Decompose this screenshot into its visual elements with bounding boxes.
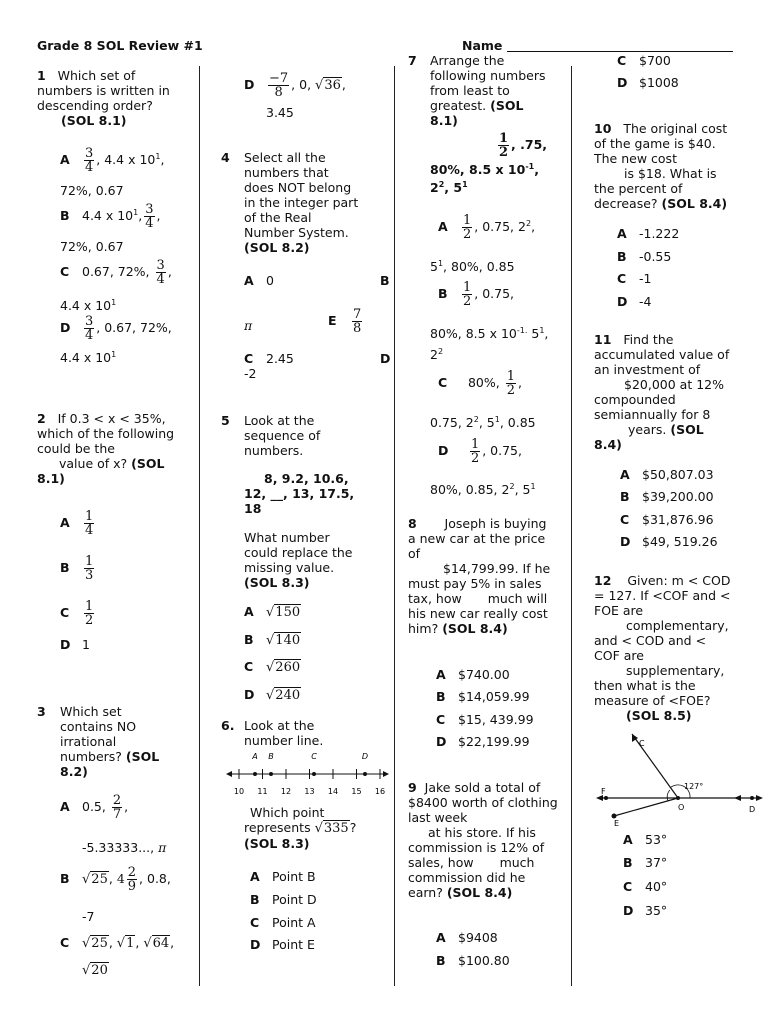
number-line-tick-label: 16 — [374, 787, 386, 796]
q3-option-c-line2: √20 — [82, 963, 108, 978]
question-2: 2 If 0.3 < x < 35%, which of the following could be the value of x? (SOL 8.1) — [37, 411, 175, 486]
q4-option-b-value: π — [244, 318, 253, 333]
angle-label: 127° — [684, 782, 704, 791]
q11-option-b[interactable]: B $39,200.00 — [620, 489, 714, 504]
q9-option-b[interactable]: B $100.80 — [436, 953, 510, 968]
q9-option-d[interactable]: D $1008 — [617, 75, 679, 90]
name-label: Name — [462, 38, 503, 53]
q6-option-d[interactable]: D Point E — [250, 937, 315, 952]
q8-option-c[interactable]: C $15, 439.99 — [436, 712, 534, 727]
question-8: 8 Joseph is buying a new car at the price of $14,799.99. If he must pay 5% in sales tax, how much will his new car really cost him? (SOL 8.4) — [408, 516, 551, 636]
q4-option-a[interactable]: A 0 — [244, 273, 274, 288]
q9-option-c[interactable]: C $700 — [617, 53, 671, 68]
number-line-tick-label: 11 — [257, 787, 268, 796]
q10-option-d[interactable]: D -4 — [617, 294, 652, 309]
question-7: 7 Arrange the following numbers from least to greatest. (SOL 8.1) — [408, 53, 546, 128]
column-divider-1 — [199, 66, 200, 986]
q2-option-a[interactable]: A $\frac{1}{4}$ — [60, 509, 94, 538]
point-d-label: D — [749, 805, 756, 814]
q3-option-a[interactable]: A 0.5, $\frac{2}{7}$ , — [60, 793, 129, 822]
q2-option-c[interactable]: C $\frac{1}{2}$ — [60, 599, 94, 628]
number-line-point-label: C — [311, 752, 317, 761]
q4-option-c[interactable]: C 2.45 — [244, 351, 294, 366]
number-line-point — [253, 772, 257, 776]
q7-number-list: $\frac{1}{2}$ , .75, 80%, 8.5 x $10^{-1}$, $2^2$, $5^1$ — [430, 131, 548, 196]
point-c-label: C — [639, 739, 645, 748]
q10-option-c[interactable]: C -1 — [617, 271, 652, 286]
q1-option-d-line2: 4.4 x $10^1$ — [60, 350, 117, 366]
q1-option-a[interactable]: A $\frac{3}{4}$ , 4.4 x $10^1$, — [60, 146, 165, 175]
number-line-tick-label: 10 — [233, 787, 245, 796]
point-f-label: F — [601, 787, 606, 796]
q6-option-a[interactable]: A Point B — [250, 869, 316, 884]
q4-option-d-value: -2 — [244, 366, 257, 381]
number-line-tick-label: 12 — [280, 787, 292, 796]
q1-option-c[interactable]: C 0.67, 72%, $\frac{3}{4}$ , — [60, 258, 172, 287]
q1-option-a-line2: 72%, 0.67 — [60, 183, 124, 198]
number-line-point — [269, 772, 273, 776]
q12-option-a[interactable]: A 53° — [623, 832, 668, 847]
q5-option-d[interactable]: D √240 — [244, 687, 301, 703]
q3-option-b[interactable]: B √25, 4 $\frac{2}{9}$ , 0.8, — [60, 865, 171, 894]
q12-option-c[interactable]: C 40° — [623, 879, 668, 894]
q6-option-c[interactable]: C Point A — [250, 915, 316, 930]
question-9: 9 Jake sold a total of $8400 worth of clothing last week at his store. If his commission is 12% of sales, how much commission did he earn? (SOL 8.4) — [408, 780, 558, 900]
q5-sequence: 8, 9.2, 10.6, 12, __, 13, 17.5, 18 — [244, 471, 355, 516]
q7-option-a[interactable]: A $\frac{1}{2}$ , 0.75, $2^2$, — [438, 213, 536, 242]
point-e-label: E — [614, 819, 620, 828]
q7-option-d-line2: 80%, 0.85, $2^2$, $5^1$ — [430, 482, 536, 498]
q7-option-b[interactable]: B $\frac{1}{2}$ , 0.75, — [438, 280, 515, 309]
question-10: 10 The original cost of the game is $40. The new cost is $18. What is the percent of decrease? (SOL 8.4) — [594, 121, 728, 211]
q4-option-e[interactable]: E $\frac{7}{8}$ — [328, 307, 362, 336]
q3-option-b-line2: -7 — [82, 909, 95, 924]
q8-option-a[interactable]: A $740.00 — [436, 667, 510, 682]
name-line[interactable] — [507, 51, 733, 52]
number-line-point — [312, 772, 316, 776]
number-line-tick-label: 13 — [304, 787, 315, 796]
q1-option-d[interactable]: D $\frac{3}{4}$ , 0.67, 72%, — [60, 314, 172, 343]
question-5: 5 Look at the sequence of numbers. — [221, 413, 321, 458]
q7-option-c[interactable]: C 80%, $\frac{1}{2}$ , — [438, 369, 522, 398]
number-line-point-label: B — [268, 752, 274, 761]
q6-option-b[interactable]: B Point D — [250, 892, 317, 907]
q10-option-b[interactable]: B -0.55 — [617, 249, 672, 264]
q4-option-b-letter[interactable]: B — [380, 273, 390, 288]
number-line — [225, 748, 390, 798]
q7-option-d[interactable]: D $\frac{1}{2}$ , 0.75, — [438, 437, 522, 466]
q11-option-d[interactable]: D $49, 519.26 — [620, 534, 718, 549]
question-1: 1 Which set of numbers is written in descending order? (SOL 8.1) — [37, 68, 170, 128]
q5-option-c[interactable]: C √260 — [244, 659, 301, 675]
q5-option-b[interactable]: B √140 — [244, 632, 301, 648]
angle-figure — [594, 728, 764, 828]
q9-option-a[interactable]: A $9408 — [436, 930, 498, 945]
q2-option-b[interactable]: B $\frac{1}{3}$ — [60, 554, 94, 583]
q3-option-a-line2: -5.33333..., π — [82, 840, 167, 855]
q6-prompt: Which point represents √335? (SOL 8.3) — [244, 805, 357, 851]
number-line-tick-label: 14 — [327, 787, 339, 796]
question-12: 12 Given: m < COD = 127. If <COF and < FOE are complementary, and < COD and < COF are supplementary, then what is the measure of <FOE? (SOL 8.5) — [594, 573, 731, 723]
q1-option-c-line2: 4.4 x $10^1$ — [60, 298, 117, 314]
q5-option-a[interactable]: A √150 — [244, 604, 301, 620]
q2-option-d[interactable]: D 1 — [60, 637, 90, 652]
q10-option-a[interactable]: A -1.222 — [617, 226, 680, 241]
question-6: 6. Look at the number line. — [221, 718, 324, 748]
q12-option-b[interactable]: B 37° — [623, 855, 668, 870]
column-divider-2 — [394, 66, 395, 986]
question-3: 3 Which set contains NO irrational numbers? (SOL 8.2) — [37, 704, 160, 779]
number-line-point — [363, 772, 367, 776]
q8-option-b[interactable]: B $14,059.99 — [436, 689, 530, 704]
page-title: Grade 8 SOL Review #1 — [37, 38, 203, 53]
q8-option-d[interactable]: D $22,199.99 — [436, 734, 530, 749]
number-line-tick-label: 15 — [351, 787, 362, 796]
q3-option-d-line2: 3.45 — [266, 105, 294, 120]
column-divider-3 — [571, 66, 572, 986]
question-4: 4 Select all the numbers that does NOT belong in the integer part of the Real Number System. (SOL 8.2) — [221, 150, 359, 255]
point-o-label: O — [678, 803, 685, 812]
q3-option-d[interactable]: D $\frac{-7}{8}$ , 0, √36, — [244, 71, 346, 100]
q4-option-d-letter[interactable]: D — [380, 351, 391, 366]
q12-option-d[interactable]: D 35° — [623, 903, 668, 918]
question-11: 11 Find the accumulated value of an investment of $20,000 at 12% compounded semiannually for 8 years. (SOL 8.4) — [594, 332, 730, 452]
q7-option-b-line3: $2^2$ — [430, 347, 444, 363]
number-line-point-label: A — [252, 752, 258, 761]
q7-option-a-line2: $5^1$, 80%, 0.85 — [430, 259, 515, 275]
q1-option-b-line2: 72%, 0.67 — [60, 239, 124, 254]
q11-option-a[interactable]: A $50,807.03 — [620, 467, 714, 482]
q3-option-c[interactable]: C √25, √1, √64, — [60, 935, 175, 951]
q1-option-b[interactable]: B 4.4 x $10^1$, $\frac{3}{4}$ , — [60, 202, 161, 231]
number-line-point-label: D — [361, 752, 369, 761]
q7-option-b-line2: 80%, 8.5 x $10^{-1.}$ $5^1$, — [430, 326, 549, 342]
q11-option-c[interactable]: C $31,876.96 — [620, 512, 714, 527]
q7-option-c-line2: 0.75, $2^2$, $5^1$, 0.85 — [430, 415, 536, 431]
q5-prompt: What number could replace the missing value. (SOL 8.3) — [244, 530, 353, 590]
